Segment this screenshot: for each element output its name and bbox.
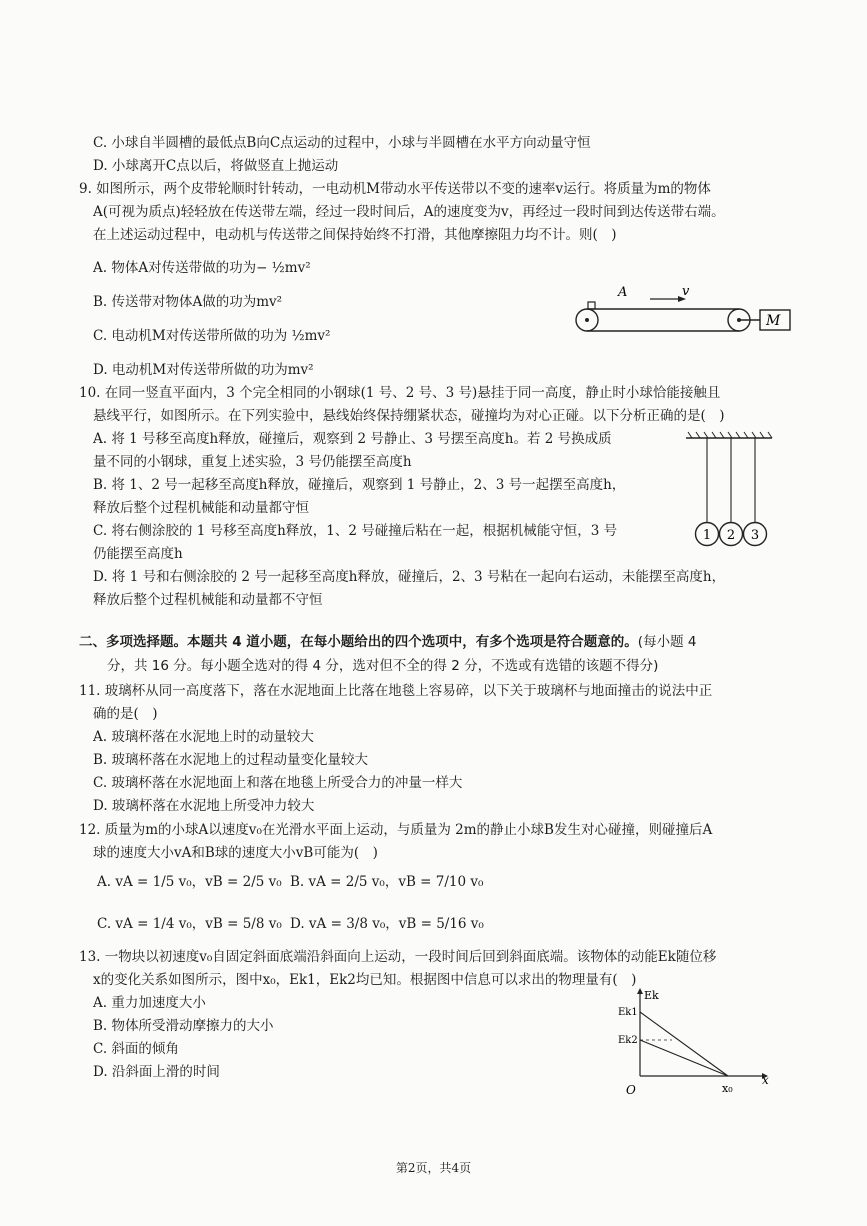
q13-stem-line2: x的变化关系如图所示，图中x₀，Ek1，Ek2均已知。根据图中信息可以求出的物理量有( ) bbox=[93, 972, 637, 988]
q10-option-a-line2: 量不同的小钢球，重复上述实验，3 号仍能摆至高度h bbox=[93, 454, 412, 470]
x0-label: x₀ bbox=[722, 1082, 733, 1095]
q12-option-d: D. vA = 3/8 v₀，vB = 5/16 v₀ bbox=[290, 916, 484, 932]
q9-stem-line2: A(可视为质点)轻轻放在传送带左端，经过一段时间后，A的速度变为v，再经过一段时间到达传送带右端。 bbox=[93, 204, 725, 220]
q9-option-c: C. 电动机M对传送带所做的功为 ½mv² bbox=[93, 328, 331, 344]
ek2-label: Ek2 bbox=[618, 1035, 638, 1046]
object-a-block bbox=[588, 302, 595, 309]
axis-x-label: x bbox=[762, 1073, 769, 1087]
ball-2-label: 2 bbox=[726, 528, 736, 543]
q13-ek-x-graph bbox=[612, 986, 772, 1098]
label-a: A bbox=[618, 285, 628, 300]
q12-option-b: B. vA = 2/5 v₀，vB = 7/10 v₀ bbox=[290, 874, 484, 890]
ek1-label: Ek1 bbox=[618, 1007, 638, 1018]
section2-heading-tail: (每小题 4 bbox=[637, 634, 697, 650]
q13-option-c: C. 斜面的倾角 bbox=[93, 1041, 179, 1057]
section2-heading-line1 bbox=[79, 632, 696, 652]
q10-option-d-line1: D. 将 1 号和右侧涂胶的 2 号一起移至高度h释放，碰撞后，2、3 号粘在一起向右运动，未能摆至高度h， bbox=[93, 569, 726, 585]
q8-option-c: C. 小球自半圆槽的最低点B向C点运动的过程中，小球与半圆槽在水平方向动量守恒 bbox=[93, 135, 591, 151]
q13-option-d: D. 沿斜面上滑的时间 bbox=[93, 1064, 220, 1080]
q13-stem-line1: 13. 一物块以初速度v₀自固定斜面底端沿斜面向上运动，一段时间后回到斜面底端。该物体的动能Ek随位移 bbox=[79, 949, 717, 965]
q11-option-d: D. 玻璃杯落在水泥地上所受冲力较大 bbox=[93, 798, 315, 814]
q10-option-c-line2: 仍能摆至高度h bbox=[93, 546, 183, 562]
section2-heading-line2: 分，共 16 分。每小题全选对的得 4 分，选对但不全的得 2 分，不选或有选错的该题不得分) bbox=[107, 658, 659, 674]
ball-3-label: 3 bbox=[750, 528, 760, 543]
q11-option-b: B. 玻璃杯落在水泥地上的过程动量变化量较大 bbox=[93, 752, 369, 768]
q11-stem-line2: 确的是( ) bbox=[93, 706, 158, 722]
ball-1-label: 1 bbox=[702, 528, 712, 543]
q10-pendulum-figure bbox=[684, 430, 776, 550]
q10-stem-line2: 悬线平行，如图所示。在下列实验中，悬线始终保持绷紧状态，碰撞均为对心正碰。以下分析正确的是( ) bbox=[93, 408, 725, 424]
q10-option-c-line1: C. 将右侧涂胶的 1 号移至高度h释放，1、2 号碰撞后粘在一起，根据机械能守恒，3 号 bbox=[93, 523, 618, 539]
q9-conveyor-figure bbox=[570, 283, 792, 343]
label-v: v bbox=[682, 284, 690, 299]
q12-stem-line1: 12. 质量为m的小球A以速度v₀在光滑水平面上运动，与质量为 2m的静止小球B发生对心碰撞，则碰撞后A bbox=[79, 822, 713, 838]
origin-label: O bbox=[626, 1083, 636, 1097]
page-footer: 第2页，共4页 bbox=[395, 1161, 472, 1175]
q10-option-a-line1: A. 将 1 号移至高度h释放，碰撞后，观察到 2 号静止、3 号摆至高度h。若 2 号换成质 bbox=[93, 431, 612, 447]
q8-option-d: D. 小球离开C点以后，将做竖直上抛运动 bbox=[93, 158, 339, 174]
q11-option-c: C. 玻璃杯落在水泥地面上和落在地毯上所受合力的冲量一样大 bbox=[93, 775, 463, 791]
section2-heading-bold: 二、多项选择题。本题共 4 道小题，在每小题给出的四个选项中，有多个选项是符合题意的。 bbox=[79, 634, 638, 650]
axis-ek-label: Ek bbox=[644, 989, 659, 1002]
q12-option-a: A. vA = 1/5 v₀，vB = 2/5 v₀ bbox=[97, 874, 282, 890]
q9-option-b: B. 传送带对物体A做的功为mv² bbox=[93, 294, 283, 310]
q11-stem-line1: 11. 玻璃杯从同一高度落下，落在水泥地面上比落在地毯上容易碎，以下关于玻璃杯与地面撞击的说法中正 bbox=[79, 683, 713, 699]
q10-option-d-line2: 释放后整个过程机械能和动量都不守恒 bbox=[93, 592, 323, 608]
q13-option-b: B. 物体所受滑动摩擦力的大小 bbox=[93, 1018, 274, 1034]
q10-stem-line1: 10. 在同一竖直平面内，3 个完全相同的小钢球(1 号、2 号、3 号)悬挂于同一高度，静止时小球恰能接触且 bbox=[79, 385, 721, 401]
q12-stem-line2: 球的速度大小vA和B球的速度大小vB可能为( ) bbox=[93, 845, 378, 861]
q9-stem-line3: 在上述运动过程中，电动机与传送带之间保持始终不打滑，其他摩擦阻力均不计。则( ) bbox=[93, 227, 617, 243]
q11-option-a: A. 玻璃杯落在水泥地上时的动量较大 bbox=[93, 729, 314, 745]
q9-option-d: D. 电动机M对传送带所做的功为mv² bbox=[93, 362, 314, 378]
q10-option-b-line1: B. 将 1、2 号一起移至高度h释放，碰撞后，观察到 1 号静止，2、3 号一起摆至高度h， bbox=[93, 477, 626, 493]
q12-option-c: C. vA = 1/4 v₀，vB = 5/8 v₀ bbox=[97, 916, 282, 932]
q9-stem-line1: 9. 如图所示，两个皮带轮顺时针转动，一电动机M带动水平传送带以不变的速率v运行。将质量为m的物体 bbox=[79, 181, 711, 197]
q9-option-a: A. 物体A对传送带做的功为− ½mv² bbox=[93, 260, 311, 276]
q10-option-b-line2: 释放后整个过程机械能和动量都守恒 bbox=[93, 500, 309, 516]
q13-option-a: A. 重力加速度大小 bbox=[93, 995, 206, 1011]
label-m: M bbox=[766, 313, 781, 329]
